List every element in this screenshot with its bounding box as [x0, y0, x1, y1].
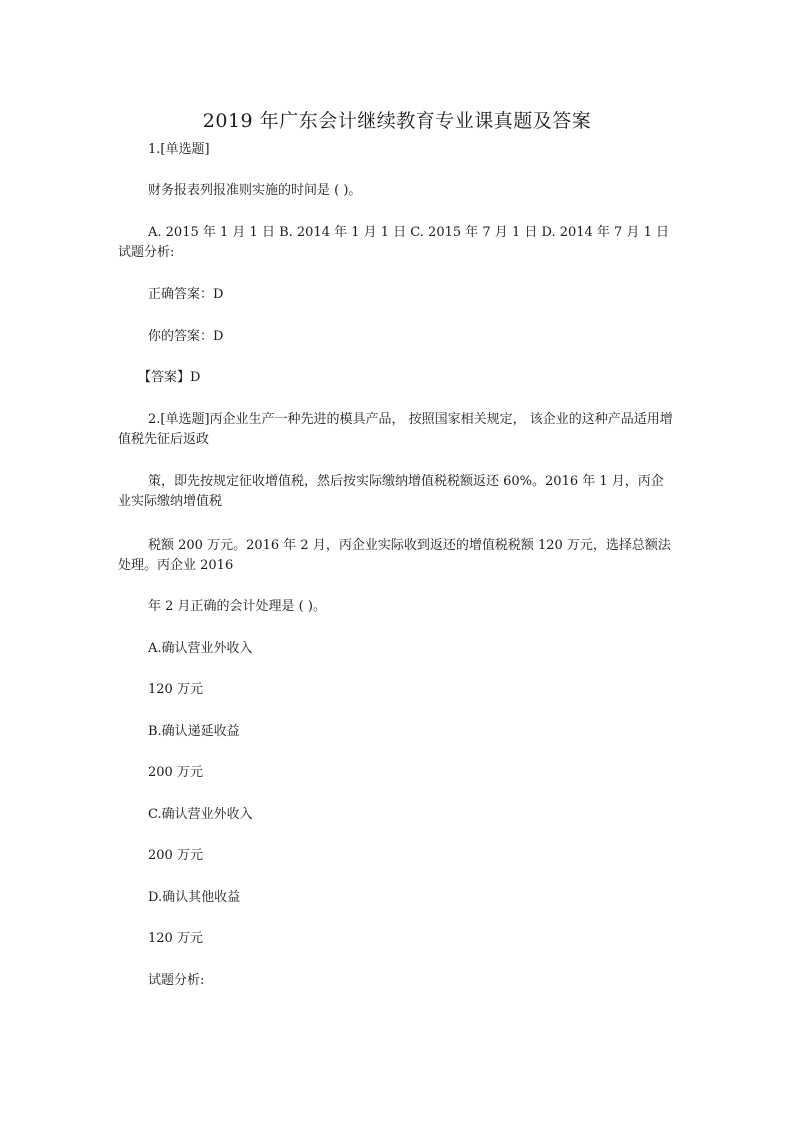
- q2-option-b: B.确认递延收益: [148, 724, 240, 739]
- q2-paragraph-1: 2.[单选题]丙企业生产一种先进的模具产品， 按照国家相关规定， 该企业的这种产品适用增值税先征后返政: [118, 412, 673, 447]
- q2-analysis: 试题分析:: [148, 973, 205, 988]
- q1-correct-answer: 正确答案：D: [148, 287, 224, 302]
- q2-option-b-amount: 200 万元: [148, 765, 203, 780]
- q2-option-c: C.确认营业外收入: [148, 807, 253, 822]
- q2-option-d: D.确认其他收益: [148, 890, 241, 905]
- document-title: 2019 年广东会计继续教育专业课真题及答案: [202, 110, 592, 132]
- q2-option-c-amount: 200 万元: [148, 848, 203, 863]
- q2-option-d-amount: 120 万元: [148, 931, 203, 946]
- q1-options: A. 2015 年 1 月 1 日 B. 2014 年 1 月 1 日 C. 2015 年 7 月 1 日 D. 2014 年 7 月 1 日试题分析:: [118, 225, 669, 260]
- q1-type: 1.[单选题]: [148, 142, 210, 157]
- q1-answer: 【答案】D: [138, 370, 201, 385]
- q2-stem: 年 2 月正确的会计处理是 ( )。: [148, 599, 326, 614]
- q2-paragraph-2: 策，即先按规定征收增值税，然后按实际缴纳增值税税额返还 60%。2016 年 1 月，丙企业实际缴纳增值税: [118, 474, 664, 509]
- q1-stem: 财务报表列报准则实施的时间是 ( )。: [148, 183, 362, 198]
- q2-option-a-amount: 120 万元: [148, 682, 203, 697]
- q2-paragraph-3: 税额 200 万元。2016 年 2 月，丙企业实际收到返还的增值税税额 120 万元，选择总额法处理。丙企业 2016: [118, 538, 671, 573]
- q2-option-a: A.确认营业外收入: [148, 641, 253, 656]
- q1-your-answer: 你的答案：D: [148, 329, 224, 344]
